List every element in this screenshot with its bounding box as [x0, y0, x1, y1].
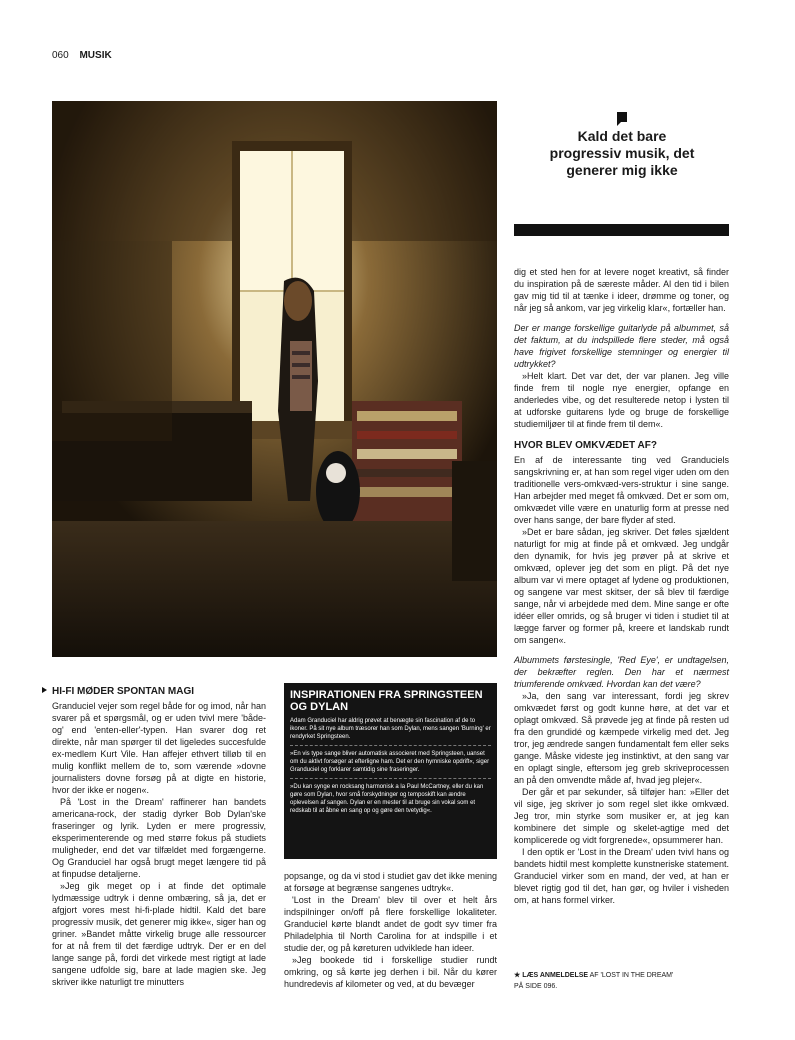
paragraph: »Helt klart. Det var det, der var planen. Jeg ville finde frem til nogle nye energier, opfange en anderledes vibe, og det resulterede netop i lysten til at udforske guitarens lyde og bruge de forskellige studiemiljøer til at finde frem til dem«. [514, 371, 729, 429]
column-3 [514, 266, 729, 906]
page-number: 060 [52, 50, 69, 61]
article-photo [52, 101, 497, 657]
column-1 [52, 686, 266, 988]
interview-question: Albummets førstesingle, 'Red Eye', er undtagelsen, der bekræfter reglen. Den har et nærmest triumferende omkvæd. Hvordan kan det være? [514, 655, 729, 689]
divider [290, 745, 491, 746]
paragraph: Der går et par sekunder, så tilføjer han: »Eller det vil sige, jeg skriver jo som regel slet ikke omkvæd. Jeg tror, min styrke som musiker er, at jeg kan kombinere det simple og skelet-agtige med det komplicerede og vidt forgrenede«, opsummerer han. [514, 787, 729, 845]
sidebar-title: INSPIRATIONEN FRA SPRINGSTEEN OG DYLAN [290, 689, 483, 713]
interview-question: Der er mange forskellige guitarlyde på albummet, så det faktum, at du indspillede flere steder, må også have frigivet forskellige stemninger og energier til udtrykket? [514, 323, 729, 369]
paragraph: Granduciel vejer som regel både for og imod, når han svarer på et spørgsmål, og er uden tvivl mere 'både-og' end 'enten-eller'-typen. Han svarer dog ret direkte, når man spørger til det ligeledes succesfulde ex-medlem Kurt Vile. Han affejer ethvert tilløb til en mulig konflikt mellem de to, som værende »dovne journalisters dovne forsøg på at digte en historie, hvor der ikke er nogen«. [52, 701, 266, 795]
subheading-hifi [52, 686, 266, 698]
review-reference [514, 970, 729, 992]
paragraph: 'Lost in the Dream' blev til over et helt års indspilninger on/off på flere forskellige lokaliteter. Granduciel kørte blandt andet de godt syv timer fra Philadelphia til North Carolina for at indspille i et studie der, og på køreturen udviklede han ideer. [284, 895, 497, 953]
pull-quote [515, 112, 729, 179]
pull-quote-bar [514, 224, 729, 236]
arrow-right-icon [42, 687, 47, 693]
paragraph: »Jeg bookede tid i forskellige studier rundt omkring, og så kørte jeg derhen i bil. Når du kører hundredevis af kilometer og ved, at du bevæger [284, 955, 497, 989]
paragraph: På 'Lost in the Dream' raffinerer han bandets americana-rock, der stadig dyrker Bob Dylan'ske fraseringer og lyrik. Lyden er mere progressiv, eksperimenterende og med større fokus på studiets muligheder, end det var tilfældet med forgængerne. Og Granduciel har også brugt meget længere tid på at finpudse detaljerne. [52, 797, 266, 879]
divider [290, 778, 491, 779]
sidebar-quote: »Du kan synge en rocksang harmonisk a la Paul McCartney, eller du kan gøre som Dylan, hvor små forskydninger og temposkift kan ændre oplevelsen af sangen. Dylan er en mester til at bruge sin vokal som et redskab til at åbne en sang op og gøre den tvetydig«. [290, 784, 484, 814]
review-page: PÅ SIDE 096. [514, 983, 558, 990]
paragraph: I den optik er 'Lost in the Dream' uden tvivl hans og bandets hidtil mest komplette kunstneriske statement. Granduciel virker som en mand, der ved, at han er blevet rigtig god til det, han gør, og hviler i visheden om, at hans formel virker. [514, 847, 729, 905]
paragraph: »Det er bare sådan, jeg skriver. Det føles sjældent naturligt for mig at finde på et omkvæd. Jeg undgår den dynamik, for hvis jeg prøver på at skrive et omkvæd, oplever jeg det som en pligt. På det nye album var vi mere optaget af lydene og produktionen, og sangene var mest skitser, der så blev til færdige sange, når vi arbejdede med dem. Mine sange er ofte idéer eller omrids, og så bruger vi tiden i studiet til at lægge farver og former på, kreere et landskab rundt om sangen«. [514, 527, 729, 645]
subheading-chorus: HVOR BLEV OMKVÆDET AF? [514, 440, 657, 451]
section-title: MUSIK [79, 50, 112, 61]
paragraph: »Jeg gik meget op i at finde det optimale lydmæssige udtryk i denne ombæring, så ja, det er afgjort vores mest hi-fi-plade hidtil. Kald det bare progressiv musik, det generer mig ikke«, siger han og griner. »Bandet måtte virkelig bruge alle ressourcer for at nå frem til det færdige udtryk. Der er en del lange sange på, fordi det virkede mest rigtigt at lade sangene udfolde sig, bare at lade magien ske. Jeg skriver ikke naturligt tre minutters [52, 881, 266, 987]
review-text: AF 'LOST IN THE DREAM' [589, 972, 674, 979]
paragraph: dig et sted hen for at levere noget kreativt, så finder du inspiration på de særeste måder. Al den tid i bilen gav mig tid til at tænke i ideer, drømme og toner, og når jeg så ankom, var jeg virkelig klar«, fortæller han. [514, 267, 729, 313]
page-header [52, 50, 112, 61]
paragraph: »Ja, den sang var interessant, fordi jeg skrev omkvædet først og godt kunne høre, at det var et oplagt omkvæd. Så prøvede jeg at finde på resten ud fra den grundidé og kæmpede virkelig med det. Jeg tror, jeg ændrede sangen fundamentalt fem eller seks gange. Måske videste jeg instinktivt, at den sang var en oplagt single, eftersom jeg greb skriveprocessen an på den omvendte måde af, hvad jeg plejer«. [514, 691, 729, 785]
sidebar-intro: Adam Granduciel har aldrig prøvet at benægte sin fascination af de to ikoner. På sit nye album træsorer han som Dylan, mens sangen 'Burning' er rendyrket Springsteen. [290, 718, 491, 740]
pull-quote-text: Kald det bare progressiv musik, det generer mig ikke [549, 128, 695, 178]
paragraph: En af de interessante ting ved Granduciels sangskrivning er, at han som regel viger uden om den traditionelle vers-omkvæd-vers-struktur i sine sange. Han arbejder med meget få omkvæd. Det er som om, omkvædet ville være en unaturlig form at presse ned over hans sange, der bare flyder af sted. [514, 455, 729, 525]
review-prefix: ★ LÆS ANMELDELSE [514, 972, 589, 979]
sidebar-quote: »En vis type sange bliver automatisk associeret med Springsteen, uanset om du aktivt forsøger at efterligne ham. Det er den hymniske opdrift«, siger Granduciel og forklarer samtidig sine fraseringer. [290, 751, 490, 773]
sidebar-box [284, 683, 497, 859]
column-2 [284, 870, 497, 990]
subheading-text: HI-FI MØDER SPONTAN MAGI [52, 686, 195, 697]
paragraph: popsange, og da vi stod i studiet gav det ikke mening at forsøge at begrænse sangenes udtryk«. [284, 871, 497, 893]
speech-bubble-icon [617, 112, 627, 122]
